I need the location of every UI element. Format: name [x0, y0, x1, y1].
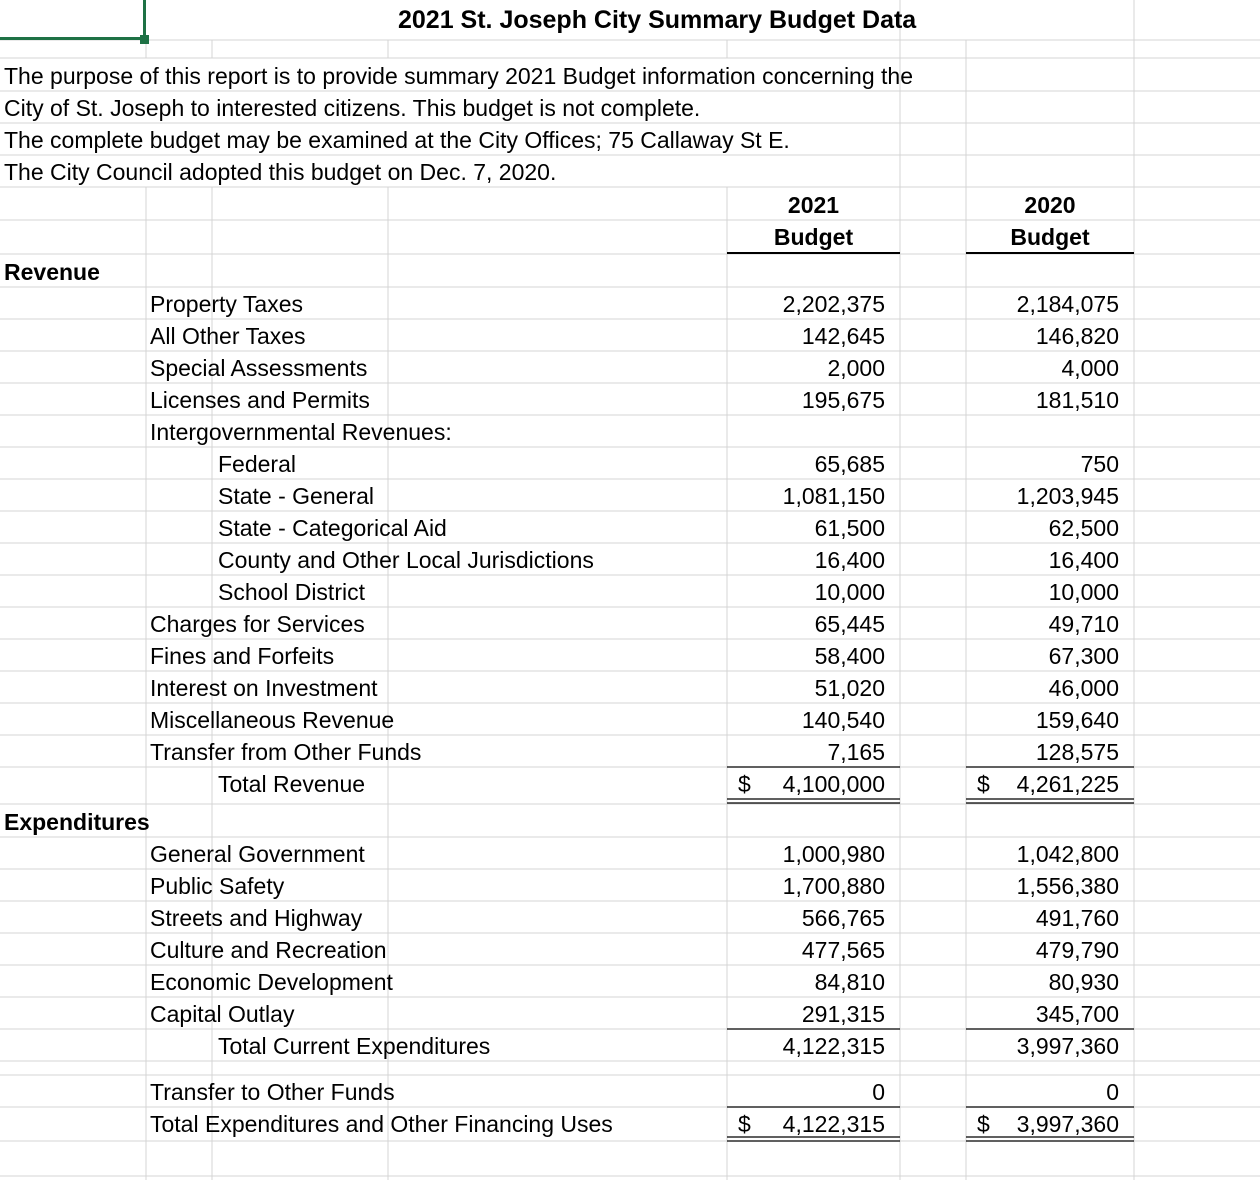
value-2021: 4,122,315: [782, 1033, 885, 1059]
value-2020: 4,000: [1061, 355, 1119, 381]
value-2020: 1,203,945: [1016, 483, 1119, 509]
value-2020: 49,710: [1048, 611, 1119, 637]
section-label-expenditures: Expenditures: [4, 809, 150, 835]
intro-line: The complete budget may be examined at the City Offices; 75 Callaway St E.: [4, 127, 790, 153]
currency-symbol: $: [738, 1111, 751, 1137]
currency-symbol: $: [977, 771, 990, 797]
column-header-2021-budget: Budget: [773, 224, 854, 250]
value-2021: 16,400: [814, 547, 885, 573]
value-2021: 65,685: [814, 451, 885, 477]
intro-line: The purpose of this report is to provide summary 2021 Budget information concerning the: [4, 63, 913, 89]
row-label: Interest on Investment: [150, 675, 378, 701]
value-2020: 159,640: [1035, 707, 1119, 733]
value-2021: 195,675: [801, 387, 885, 413]
row-label: Public Safety: [150, 873, 285, 899]
value-2021: 51,020: [814, 675, 885, 701]
value-2021: 7,165: [827, 739, 885, 765]
value-2020: 62,500: [1048, 515, 1119, 541]
column-header-2020-year: 2020: [1024, 192, 1076, 218]
value-2021: 566,765: [801, 905, 885, 931]
value-2020: 67,300: [1048, 643, 1119, 669]
value-2020: 181,510: [1035, 387, 1119, 413]
column-header-2020-budget: Budget: [1010, 224, 1090, 250]
value-2020: 0: [1106, 1079, 1119, 1105]
row-label: Economic Development: [150, 969, 393, 995]
total-revenue-label: Total Revenue: [218, 771, 366, 797]
value-2021: 1,700,880: [782, 873, 885, 899]
row-label: Streets and Highway: [150, 905, 363, 931]
row-label: State - General: [218, 483, 374, 509]
value-2021: 10,000: [814, 579, 885, 605]
row-label: Licenses and Permits: [150, 387, 370, 413]
value-2020: 2,184,075: [1016, 291, 1119, 317]
value-2020: 750: [1080, 451, 1119, 477]
row-label: General Government: [150, 841, 365, 867]
value-2021: 0: [872, 1079, 885, 1105]
row-label: Federal: [218, 451, 296, 477]
value-2020: 1,556,380: [1016, 873, 1119, 899]
value-2020: 4,261,225: [1016, 771, 1119, 797]
value-2021: 4,100,000: [782, 771, 885, 797]
value-2020: 479,790: [1035, 937, 1119, 963]
value-2020: 146,820: [1035, 323, 1119, 349]
currency-symbol: $: [738, 771, 751, 797]
column-header-2021-year: 2021: [787, 192, 840, 218]
value-2020: 1,042,800: [1016, 841, 1119, 867]
value-2020: 3,997,360: [1016, 1111, 1119, 1137]
row-label: Capital Outlay: [150, 1001, 295, 1027]
currency-symbol: $: [977, 1111, 990, 1137]
value-2021: 84,810: [814, 969, 885, 995]
transfer-label: Transfer to Other Funds: [150, 1079, 395, 1105]
row-label: State - Categorical Aid: [218, 515, 447, 541]
value-2021: 2,000: [827, 355, 885, 381]
row-label: School District: [218, 579, 365, 605]
intro-line: The City Council adopted this budget on Dec. 7, 2020.: [4, 159, 557, 185]
value-2020: 16,400: [1048, 547, 1119, 573]
active-cell-selection[interactable]: [0, 0, 146, 40]
section-label-revenue: Revenue: [4, 259, 100, 285]
row-label: Fines and Forfeits: [150, 643, 335, 669]
value-2021: 1,081,150: [782, 483, 885, 509]
row-label: Special Assessments: [150, 355, 368, 381]
page-title: 2021 St. Joseph City Summary Budget Data: [398, 6, 917, 34]
row-label: Property Taxes: [150, 291, 303, 317]
intro-line: City of St. Joseph to interested citizens. This budget is not complete.: [4, 95, 701, 121]
value-2021: 61,500: [814, 515, 885, 541]
value-2021: 477,565: [801, 937, 885, 963]
value-2021: 142,645: [801, 323, 885, 349]
value-2020: 3,997,360: [1016, 1033, 1119, 1059]
total-expenditures-label: Total Expenditures and Other Financing Uses: [150, 1111, 613, 1137]
value-2020: 345,700: [1035, 1001, 1119, 1027]
value-2020: 10,000: [1048, 579, 1119, 605]
value-2020: 80,930: [1048, 969, 1119, 995]
row-label: Transfer from Other Funds: [150, 739, 422, 765]
fill-handle[interactable]: [140, 35, 149, 44]
value-2021: 58,400: [814, 643, 885, 669]
row-label: All Other Taxes: [150, 323, 306, 349]
value-2021: 140,540: [801, 707, 885, 733]
value-2021: 4,122,315: [782, 1111, 885, 1137]
row-label: Culture and Recreation: [150, 937, 387, 963]
value-2020: 491,760: [1035, 905, 1119, 931]
value-2021: 65,445: [814, 611, 885, 637]
value-2020: 46,000: [1048, 675, 1119, 701]
row-label: County and Other Local Jurisdictions: [218, 547, 594, 573]
value-2021: 291,315: [801, 1001, 885, 1027]
row-label: Intergovernmental Revenues:: [150, 419, 452, 445]
value-2021: 1,000,980: [782, 841, 885, 867]
row-label: Miscellaneous Revenue: [150, 707, 395, 733]
total-current-expenditures-label: Total Current Expenditures: [218, 1033, 491, 1059]
row-label: Charges for Services: [150, 611, 365, 637]
value-2021: 2,202,375: [782, 291, 885, 317]
value-2020: 128,575: [1035, 739, 1119, 765]
